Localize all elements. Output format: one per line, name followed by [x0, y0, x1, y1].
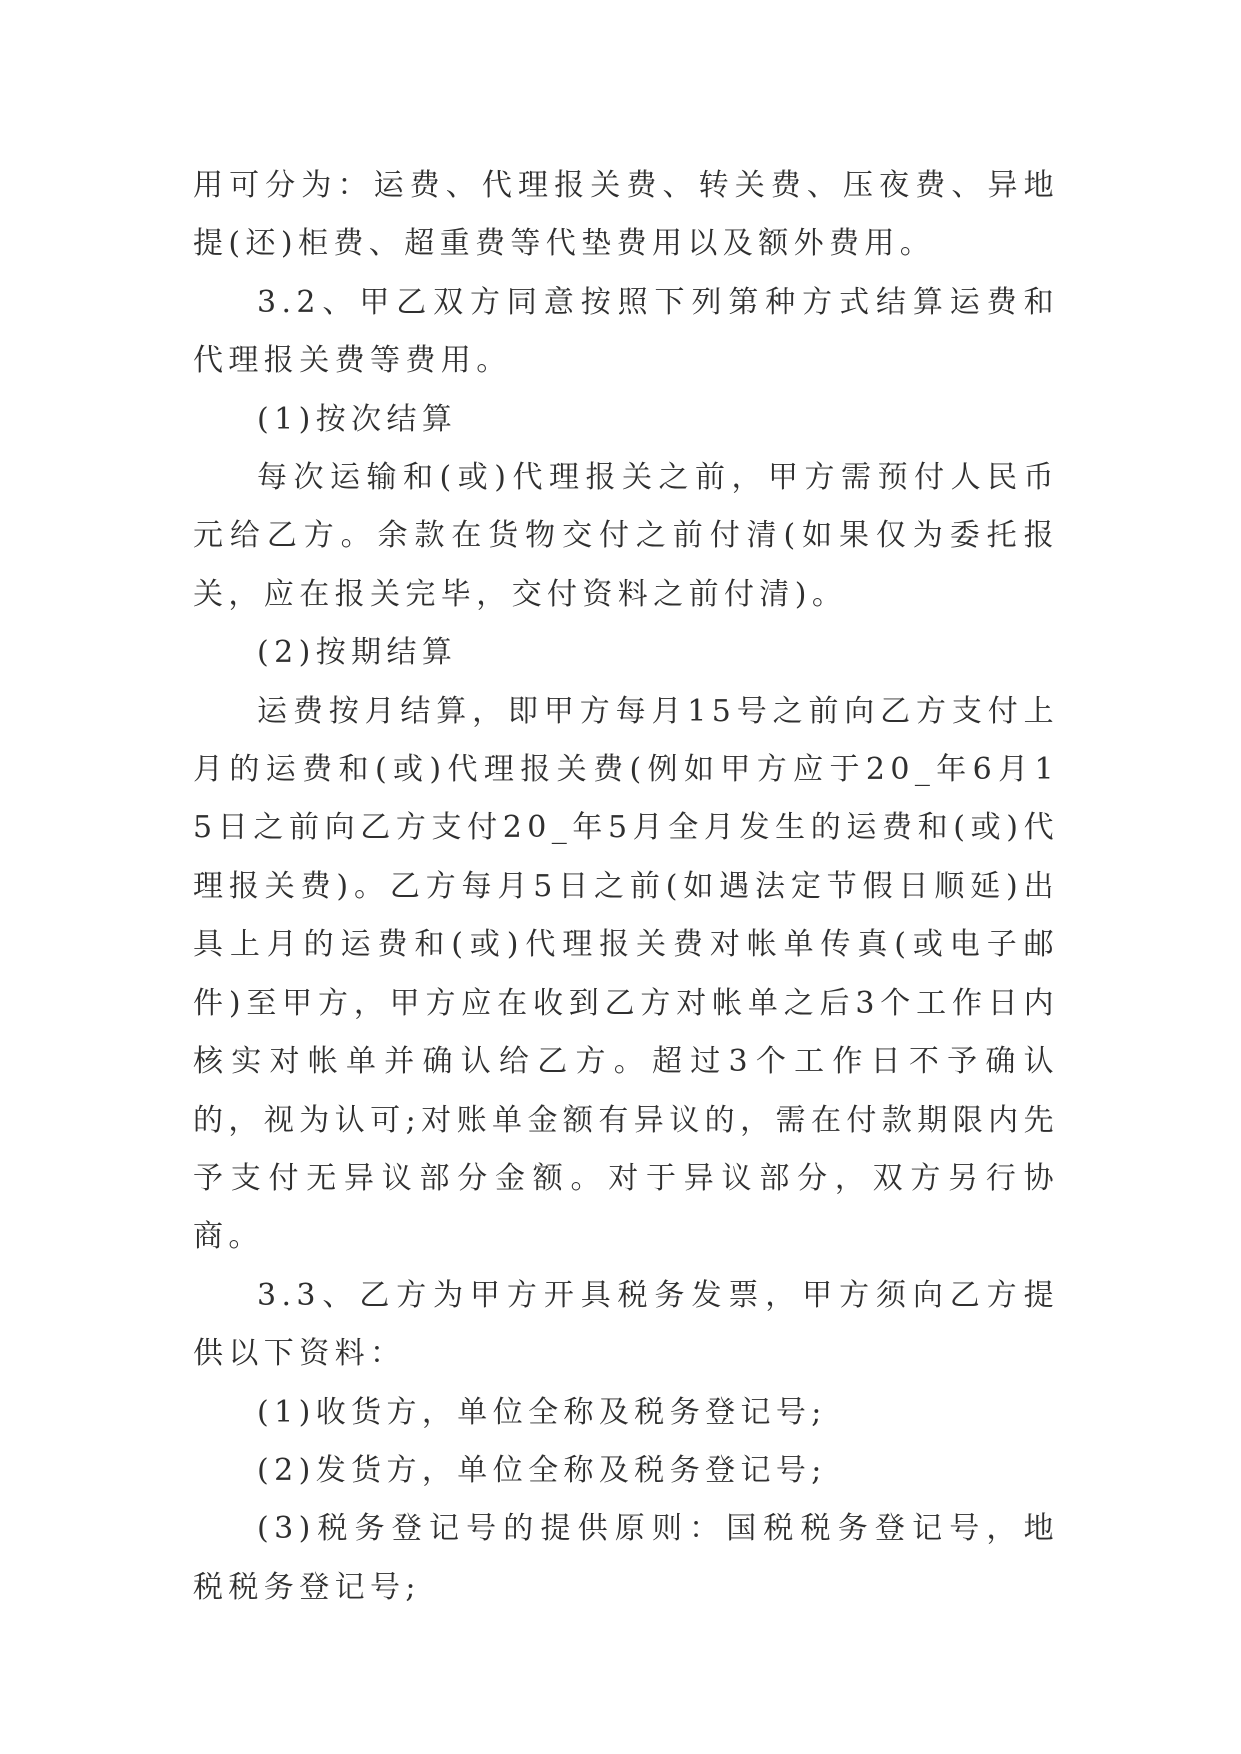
- list-item-consignee: (1)收货方，单位全称及税务登记号;: [257, 1394, 827, 1430]
- option-2-text: 运费按月结算，即甲方每月15号之前向乙方支付上月的运费和(或)代理报关费(例如甲方应于20_年6月15日之前向乙方支付20_年5月全月发生的运费和(或)代理报关费)。乙方每月5日之前(如遇法定节假日顺延)出具上月的运费和(或)代理报关费对帐单传真(或电子邮件)至甲方，甲方应在收到乙方对帐单之后3个工作日内核实对帐单并确认给乙方。超过3个工作日不予确认的，视为认可;对账单金额有异议的，需在付款期限内先予支付无异议部分金额。对于异议部分，双方另行协商。: [193, 693, 1059, 1255]
- clause-3-2: 3.2、甲乙双方同意按照下列第种方式结算运费和代理报关费等费用。: [193, 284, 1059, 379]
- clause-3-3: 3.3、乙方为甲方开具税务发票，甲方须向乙方提供以下资料：: [193, 1277, 1059, 1372]
- paragraph-fee-types: 用可分为：运费、代理报关费、转关费、压夜费、异地提(还)柜费、超重费等代垫费用以及额外费用。: [193, 168, 1059, 262]
- list-item-shipper: (2)发货方，单位全称及税务登记号;: [257, 1452, 827, 1488]
- document-body: [193, 157, 1059, 1617]
- option-1-heading: (1)按次结算: [257, 401, 458, 437]
- list-item-tax-registration: (3)税务登记号的提供原则：国税税务登记号，地税税务登记号;: [193, 1511, 1059, 1605]
- option-2-heading: (2)按期结算: [257, 635, 458, 671]
- option-1-text: 每次运输和(或)代理报关之前，甲方需预付人民币元给乙方。余款在货物交付之前付清(如果仅为委托报关，应在报关完毕，交付资料之前付清)。: [193, 460, 1059, 612]
